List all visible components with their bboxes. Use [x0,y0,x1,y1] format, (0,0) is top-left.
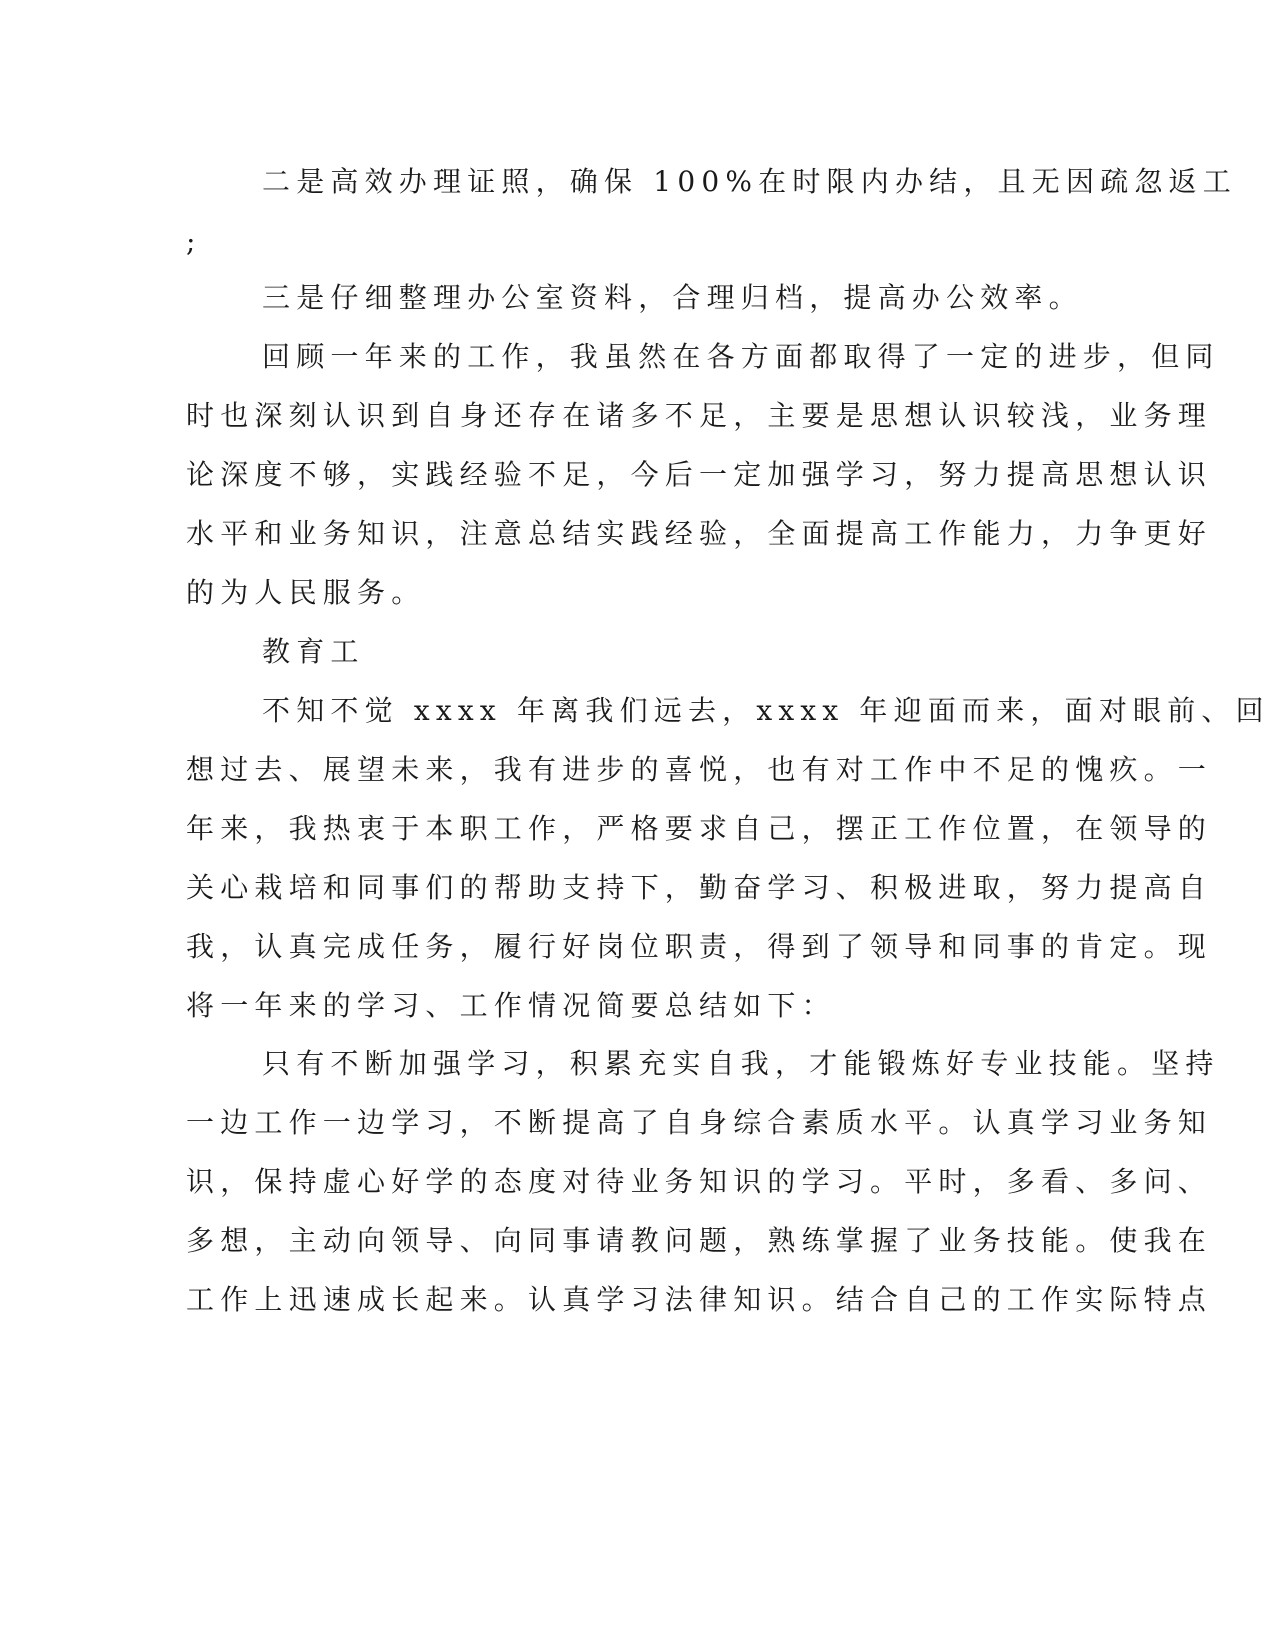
text-line: 只有不断加强学习，积累充实自我，才能锻炼好专业技能。坚持 [262,1047,1220,1080]
text-line: 二是高效办理证照，确保 100%在时限内办结，且无因疏忽返工 [262,165,1237,198]
text-line: 关心栽培和同事们的帮助支持下，勤奋学习、积极进取，努力提高自 [186,871,1213,904]
text-line: 一边工作一边学习，不断提高了自身综合素质水平。认真学习业务知 [186,1106,1213,1139]
text-line: 的为人民服务。 [186,576,426,609]
text-line: 回顾一年来的工作，我虽然在各方面都取得了一定的进步，但同 [262,340,1220,373]
text-line: 水平和业务知识，注意总结实践经验，全面提高工作能力，力争更好 [186,517,1213,550]
text-line: 识，保持虚心好学的态度对待业务知识的学习。平时，多看、多问、 [186,1165,1213,1198]
text-line: 多想，主动向领导、向同事请教问题，熟练掌握了业务技能。使我在 [186,1224,1213,1257]
text-line: 论深度不够，实践经验不足，今后一定加强学习，努力提高思想认识 [186,458,1213,491]
text-line: 工作上迅速成长起来。认真学习法律知识。结合自己的工作实际特点 [186,1283,1213,1316]
text-line: 教育工 [262,635,365,668]
text-line: 不知不觉 xxxx 年离我们远去，xxxx 年迎面而来，面对眼前、回 [262,694,1270,727]
text-line: 三是仔细整理办公室资料，合理归档，提高办公效率。 [262,281,1083,314]
text-line: 时也深刻认识到自身还存在诸多不足，主要是思想认识较浅，业务理 [186,399,1213,432]
text-line: 想过去、展望未来，我有进步的喜悦，也有对工作中不足的愧疚。一 [186,753,1213,786]
text-line: 我，认真完成任务，履行好岗位职责，得到了领导和同事的肯定。现 [186,930,1213,963]
text-line: 将一年来的学习、工作情况简要总结如下： [186,989,836,1022]
text-line: ; [186,225,196,258]
text-line: 年来，我热衷于本职工作，严格要求自己，摆正工作位置，在领导的 [186,812,1213,845]
